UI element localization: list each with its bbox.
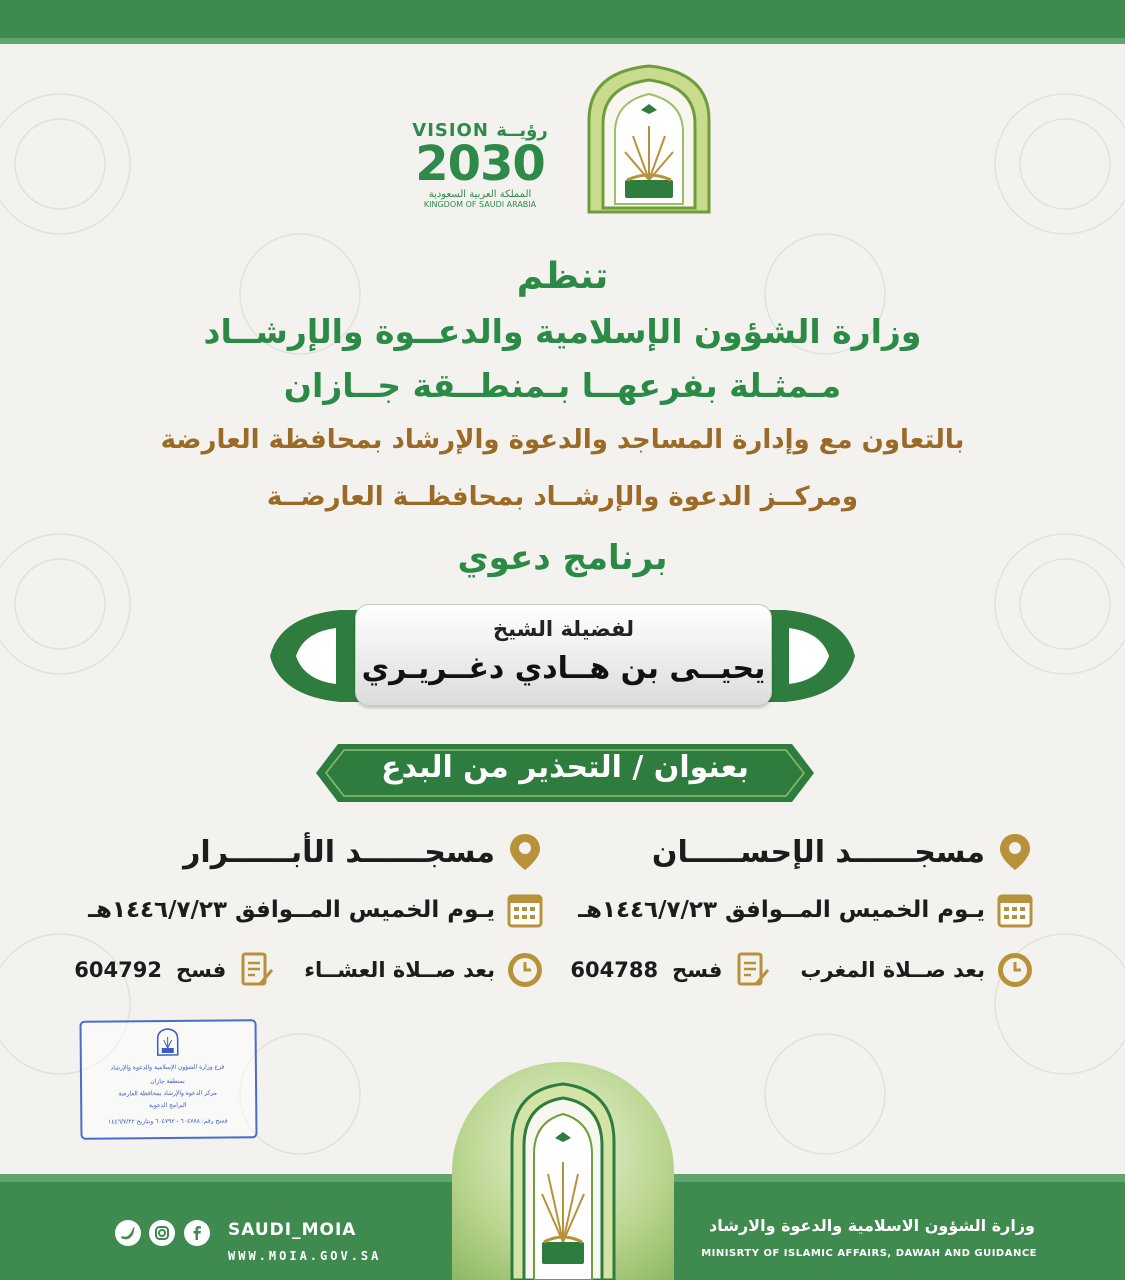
- mosque-name: مسجــــــد الأبــــــرار: [183, 834, 495, 870]
- topic-title: بعنوان / التحذير من البدع: [381, 750, 749, 785]
- stamp-emblem-icon: [156, 1028, 180, 1056]
- ministry-heading: وزارة الشؤون الإسلامية والدعــوة والإرشــاد: [203, 312, 922, 351]
- event-time: بعد صــلاة العشــاء: [304, 958, 495, 982]
- event-time: بعد صــلاة المغرب: [800, 958, 985, 982]
- official-stamp: [79, 1019, 257, 1140]
- document-icon: [236, 950, 276, 990]
- cooperation-line-2: ومركــز الدعوة والإرشــاد بمحافظــة العارضــة: [266, 482, 859, 512]
- sheikh-name: يحيــى بن هــادي دغــريـري: [361, 651, 766, 686]
- footer-social-handle[interactable]: SAUDI_MOIA: [228, 1220, 357, 1240]
- twitter-icon[interactable]: [115, 1220, 141, 1246]
- organizes-heading: تنظم: [516, 256, 609, 297]
- ministry-emblem: [585, 62, 713, 214]
- branch-heading: مـمثـلة بفرعهــا بـمنطــقة جــازان: [283, 366, 842, 405]
- permit-label: فسح: [672, 958, 723, 982]
- document-icon: [732, 950, 772, 990]
- sheikh-title: لفضيلة الشيخ: [492, 617, 635, 641]
- top-bar: [0, 0, 1125, 44]
- permit-number: 604788: [570, 958, 659, 982]
- sheikh-banner: [270, 602, 855, 710]
- vision-english: KINGDOM OF SAUDI ARABIA: [423, 200, 537, 209]
- stamp-line-1: فرع وزارة الشؤون الإسلامية والدعوة والإرشاد: [110, 1063, 225, 1072]
- venue-date-row: [88, 888, 545, 932]
- topic-banner: [316, 738, 814, 808]
- permit-number: 604792: [74, 958, 162, 982]
- venue-ihsan: [570, 830, 1035, 990]
- event-date: يـوم الخميس المــوافق ١٤٤٦/٧/٢٣هـ: [88, 897, 495, 923]
- clock-icon: [995, 950, 1035, 990]
- vision-arabic: المملكة العربية السعودية: [428, 189, 532, 200]
- venue-date-row: [578, 888, 1035, 932]
- vision-2030-logo: [405, 120, 555, 216]
- facebook-icon[interactable]: [184, 1220, 210, 1246]
- mosque-name: مسجــــــد الإحســـــان: [651, 834, 985, 870]
- calendar-icon: [995, 890, 1035, 930]
- location-pin-icon: [995, 832, 1035, 872]
- stamp-line-4: البرامج الدعوية: [148, 1101, 187, 1110]
- location-pin-icon: [505, 832, 545, 872]
- vision-number: 2030: [415, 136, 545, 192]
- stamp-line-3: مركز الدعوة والإرشاد بمحافظة العارضة: [118, 1089, 217, 1098]
- instagram-icon[interactable]: [149, 1220, 175, 1246]
- venue-mosque-row: [183, 830, 545, 874]
- footer-website[interactable]: WWW.MOIA.GOV.SA: [228, 1249, 382, 1263]
- venue-time-row: [570, 948, 1035, 992]
- venue-time-row: [74, 948, 545, 992]
- calendar-icon: [505, 890, 545, 930]
- permit-label: فسح: [175, 958, 227, 982]
- vision-top-text: VISION رؤيــة: [412, 120, 548, 141]
- stamp-line-2: بمنطقة جازان: [150, 1077, 185, 1086]
- footer-ministry-arabic: وزارة الشؤون الاسلامية والدعوة والارشاد: [709, 1216, 1035, 1235]
- stamp-line-5: فسح رقم: ٦٠٤٧٨٨ - ٦٠٤٧٩٢ وبتاريخ ١٤٤٦/٧/٢٢: [108, 1117, 228, 1126]
- clock-icon: [505, 950, 545, 990]
- program-heading: برنامج دعوي: [457, 538, 668, 578]
- footer-ministry-emblem: [508, 1082, 618, 1280]
- cooperation-line-1: بالتعاون مع وإدارة المساجد والدعوة والإرشاد بمحافظة العارضة: [160, 425, 965, 455]
- venue-abrar: [74, 830, 545, 990]
- event-date: يـوم الخميس المــوافق ١٤٤٦/٧/٢٣هـ: [578, 897, 985, 923]
- venue-mosque-row: [652, 830, 1035, 874]
- footer-ministry-english: MINISRTY OF ISLAMIC AFFAIRS, DAWAH AND GUIDANCE: [701, 1248, 1037, 1259]
- sheikh-box: [355, 604, 772, 706]
